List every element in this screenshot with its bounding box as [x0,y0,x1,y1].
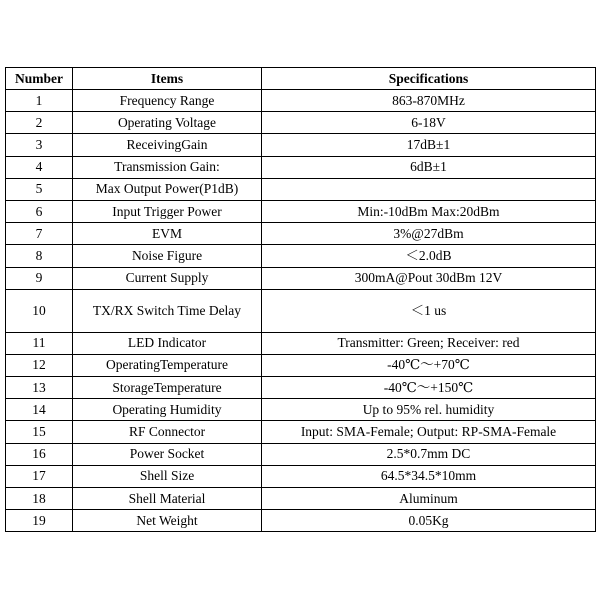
row-item: Shell Material [73,488,262,510]
table-row [6,267,596,289]
specifications-table [5,67,596,532]
row-number: 9 [6,267,73,289]
row-spec: 0.05Kg [262,510,596,532]
row-item: RF Connector [73,421,262,443]
row-spec: Aluminum [262,488,596,510]
row-item: OperatingTemperature [73,354,262,376]
row-spec: Input: SMA-Female; Output: RP-SMA-Female [262,421,596,443]
table-header-row [6,68,596,90]
table-row [6,332,596,354]
row-number: 15 [6,421,73,443]
row-number: 7 [6,223,73,245]
row-number: 5 [6,178,73,200]
header-number: Number [6,68,73,90]
row-spec: 6dB±1 [262,156,596,178]
header-specifications: Specifications [262,68,596,90]
row-number: 18 [6,488,73,510]
row-number: 16 [6,443,73,465]
row-item: Transmission Gain: [73,156,262,178]
table-row [6,488,596,510]
row-number: 2 [6,112,73,134]
row-spec [262,178,596,200]
row-number: 19 [6,510,73,532]
row-spec: 64.5*34.5*10mm [262,465,596,487]
row-item: Operating Voltage [73,112,262,134]
row-item: Frequency Range [73,90,262,112]
row-number: 14 [6,399,73,421]
row-item: TX/RX Switch Time Delay [73,289,262,332]
row-spec: 3%@27dBm [262,223,596,245]
row-item: Shell Size [73,465,262,487]
row-item: Noise Figure [73,245,262,267]
table-row [6,399,596,421]
table-row [6,134,596,156]
row-item: Current Supply [73,267,262,289]
row-spec: Up to 95% rel. humidity [262,399,596,421]
row-spec: ＜2.0dB [262,245,596,267]
row-spec: Transmitter: Green; Receiver: red [262,332,596,354]
row-number: 1 [6,90,73,112]
row-number: 3 [6,134,73,156]
row-spec: -40℃～+150℃ [262,377,596,399]
table-row [6,178,596,200]
row-item: Net Weight [73,510,262,532]
row-number: 13 [6,377,73,399]
table-row [6,245,596,267]
row-item: Power Socket [73,443,262,465]
row-spec: 863-870MHz [262,90,596,112]
row-item: Max Output Power(P1dB) [73,178,262,200]
table-row [6,421,596,443]
table-row [6,289,596,332]
row-number: 8 [6,245,73,267]
table-row [6,156,596,178]
row-number: 11 [6,332,73,354]
row-number: 6 [6,200,73,222]
row-number: 10 [6,289,73,332]
row-item: StorageTemperature [73,377,262,399]
table-row [6,90,596,112]
table-row [6,377,596,399]
row-item: EVM [73,223,262,245]
table-row [6,112,596,134]
row-spec: 300mA@Pout 30dBm 12V [262,267,596,289]
row-number: 17 [6,465,73,487]
table-row [6,200,596,222]
table-row [6,223,596,245]
row-spec: ＜1 us [262,289,596,332]
row-spec: 6-18V [262,112,596,134]
row-item: Operating Humidity [73,399,262,421]
table-row [6,354,596,376]
row-spec: Min:-10dBm Max:20dBm [262,200,596,222]
row-spec: 17dB±1 [262,134,596,156]
row-spec: -40℃～+70℃ [262,354,596,376]
row-number: 4 [6,156,73,178]
table-row [6,465,596,487]
row-number: 12 [6,354,73,376]
header-items: Items [73,68,262,90]
row-spec: 2.5*0.7mm DC [262,443,596,465]
table-row [6,510,596,532]
row-item: LED Indicator [73,332,262,354]
row-item: ReceivingGain [73,134,262,156]
row-item: Input Trigger Power [73,200,262,222]
table-row [6,443,596,465]
